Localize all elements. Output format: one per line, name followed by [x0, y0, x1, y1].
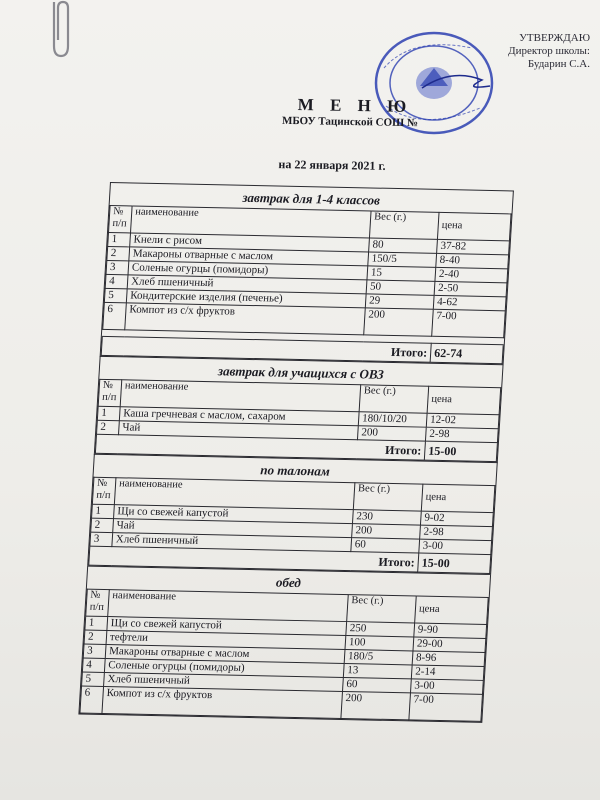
cell-num: 5 — [104, 288, 127, 302]
col-header-weight: Вес (г.) — [353, 483, 423, 511]
col-header-weight: Вес (г.) — [359, 385, 429, 413]
cell-num: 4 — [82, 658, 105, 672]
cell-price: 9-90 — [414, 623, 487, 638]
section-title: завтрак для учащихся с ОВЗ — [217, 363, 385, 382]
cell-name: Щи со свежей капустой — [107, 617, 347, 636]
cell-price: 8-40 — [436, 253, 509, 268]
cell-weight: 29 — [365, 294, 434, 309]
cell-name: Чай — [113, 519, 353, 538]
cell-name: Хлеб пшеничный — [127, 275, 367, 294]
cell-num: 1 — [97, 406, 120, 420]
cell-num: 2 — [107, 246, 130, 260]
approval-position: Директор школы: — [508, 45, 590, 57]
col-header-weight: Вес (г.) — [369, 211, 439, 239]
cell-num: 1 — [92, 504, 115, 518]
cell-num: 4 — [105, 274, 128, 288]
cell-price: 2-40 — [435, 267, 508, 282]
cell-name: Каша гречневая с маслом, сахаром — [119, 407, 359, 426]
cell-price: 4-62 — [433, 295, 506, 310]
cell-num: 2 — [97, 420, 120, 434]
col-header-weight: Вес (г.) — [347, 595, 417, 623]
cell-name: Кнели с рисом — [130, 233, 370, 252]
cell-num: 6 — [80, 686, 104, 713]
cell-weight: 50 — [366, 280, 435, 295]
organization-name: МБОУ Тацинской СОШ № — [281, 114, 419, 130]
total-label: Итого: — [95, 434, 425, 460]
cell-price: 2-50 — [434, 281, 507, 296]
col-header-num: № п/п — [92, 477, 116, 504]
cell-weight: 80 — [369, 238, 438, 253]
total-label: Итого: — [101, 336, 431, 362]
cell-weight: 230 — [352, 510, 421, 525]
col-header-num: № п/п — [98, 379, 122, 406]
page-title: М Е Н Ю — [297, 95, 413, 116]
section-breakfast-ovz — [94, 356, 504, 462]
cell-name: Хлеб пшеничный — [112, 533, 352, 552]
cell-num: 2 — [91, 518, 114, 532]
cell-weight: 200 — [364, 308, 434, 336]
total-label: Итого: — [89, 546, 419, 572]
cell-name: Соленые огурцы (помидоры) — [128, 261, 368, 280]
approval-block — [470, 32, 590, 71]
cell-num: 3 — [90, 532, 113, 546]
cell-price: 9-02 — [420, 511, 493, 526]
cell-name: Кондитерские изделия (печенье) — [126, 289, 366, 308]
cell-price: 12-02 — [426, 413, 499, 428]
section-title: по талонам — [259, 462, 331, 479]
approval-signer: Бударин С.А. — [527, 58, 590, 70]
cell-num: 1 — [108, 232, 131, 246]
cell-num: 6 — [103, 302, 127, 329]
section-breakfast-1-4 — [100, 182, 514, 364]
cell-price: 29-00 — [413, 637, 486, 652]
cell-name: Компот из с/х фруктов — [102, 686, 343, 718]
menu-table — [88, 477, 495, 574]
col-header-num: № п/п — [86, 589, 110, 616]
menu-table — [101, 205, 512, 364]
cell-weight: 150/5 — [368, 252, 437, 267]
col-header-price: цена — [421, 484, 495, 512]
col-header-price: цена — [437, 212, 511, 240]
cell-weight: 100 — [345, 636, 414, 651]
cell-name: Щи со свежей капустой — [114, 505, 354, 524]
cell-price: 3-00 — [410, 679, 483, 694]
cell-name: Хлеб пшеничный — [104, 672, 344, 691]
menu-table — [79, 589, 488, 722]
cell-weight: 180/5 — [344, 650, 413, 665]
cell-num: 5 — [82, 672, 105, 686]
menu-date: на 22 января 2021 г. — [278, 157, 386, 173]
total-value: 15-00 — [418, 553, 491, 573]
cell-weight: 200 — [341, 691, 411, 719]
cell-name: Соленые огурцы (помидоры) — [104, 659, 344, 678]
col-header-num: № п/п — [109, 206, 133, 233]
menu-table — [95, 379, 501, 462]
cell-weight: 60 — [351, 538, 420, 553]
cell-name: тефтели — [106, 631, 346, 650]
cell-weight: 13 — [343, 664, 412, 679]
col-header-name: наименование — [120, 380, 361, 412]
cell-weight: 200 — [352, 524, 421, 539]
cell-price: 7-00 — [409, 693, 483, 721]
col-header-name: наименование — [108, 590, 349, 622]
cell-name: Макароны отварные с маслом — [105, 645, 345, 664]
cell-weight: 15 — [367, 266, 436, 281]
paperclip-icon — [44, 0, 74, 60]
cell-price: 2-98 — [420, 525, 493, 540]
section-lunch — [78, 566, 491, 723]
cell-name: Чай — [119, 421, 359, 440]
cell-name: Компот из с/х фруктов — [125, 303, 366, 335]
cell-weight: 180/10/20 — [358, 412, 427, 427]
menu-container — [78, 182, 514, 723]
cell-price: 3-00 — [419, 539, 492, 554]
section-title: обед — [275, 574, 302, 591]
col-header-name: наименование — [114, 478, 355, 510]
col-header-price: цена — [427, 386, 501, 414]
cell-num: 1 — [85, 616, 108, 630]
col-header-name: наименование — [130, 206, 371, 238]
cell-weight: 200 — [357, 426, 426, 441]
total-value: 62-74 — [430, 343, 503, 363]
cell-price: 2-98 — [425, 427, 498, 442]
approval-title: УТВЕРЖДАЮ — [519, 32, 590, 44]
section-coupons — [87, 454, 498, 574]
cell-name: Макароны отварные с маслом — [129, 247, 369, 266]
cell-num: 2 — [84, 630, 107, 644]
cell-num: 3 — [83, 644, 106, 658]
cell-weight: 60 — [343, 677, 412, 692]
cell-price: 8-96 — [412, 651, 485, 666]
section-title: завтрак для 1-4 классов — [242, 189, 381, 208]
cell-num: 3 — [106, 260, 129, 274]
total-value: 15-00 — [424, 441, 497, 461]
col-header-price: цена — [415, 596, 489, 624]
cell-weight: 250 — [346, 622, 415, 637]
cell-price: 2-14 — [411, 665, 484, 680]
cell-price: 7-00 — [432, 309, 506, 337]
cell-price: 37-82 — [437, 239, 510, 254]
